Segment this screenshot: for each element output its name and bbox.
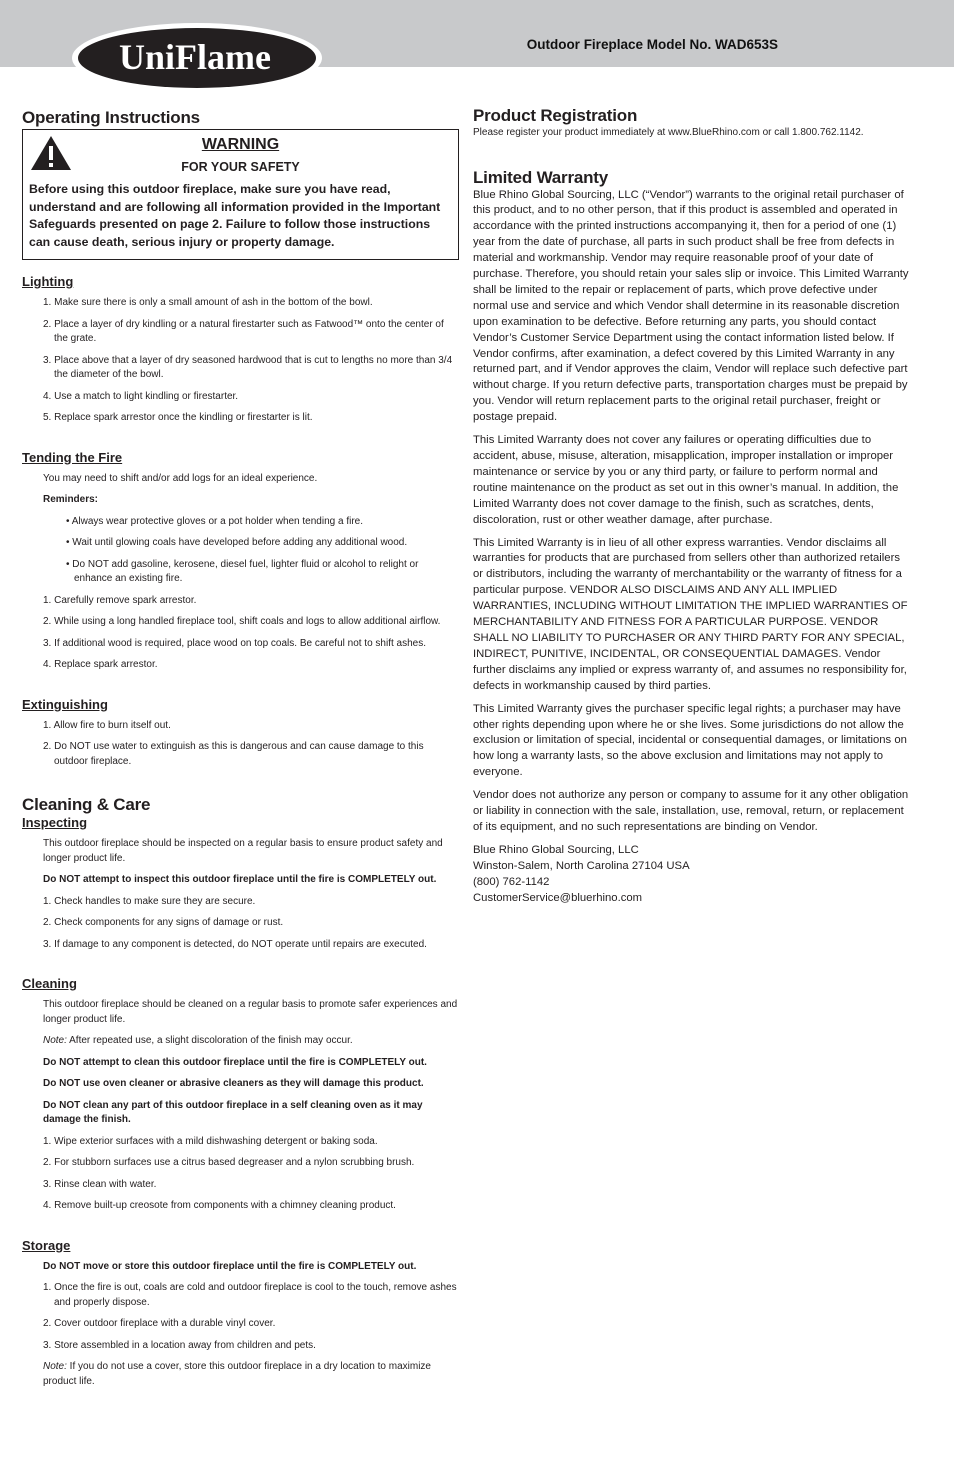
list-item: • Wait until glowing coals have developed before adding any additional wood. [66,537,408,548]
list-item: 1. Carefully remove spark arrestor. [43,594,197,606]
warranty-paragraph: Vendor does not authorize any person or company to assume for it any other obligation or liability in connection with the sale, installation, use, removal, return, or replacement of its equipment, and no such representations are binding on Vendor. [473,789,909,833]
list-item: 5. Replace spark arrestor once the kindling or firestarter is lit. [43,412,313,423]
warning-text: Before using this outdoor fireplace, make sure you have read, understand and are following all information provided in the Important Safeguards presented on page 2. Failure to follow those instructions can cause death, serious injury or property damage. [29,182,441,249]
list-item: 2. Check components for any signs of damage or rust. [43,917,284,928]
list-item: 2. Cover outdoor fireplace with a durable vinyl cover. [43,1318,276,1329]
extinguishing-title: Extinguishing [22,696,108,712]
list-item: 2. For stubborn surfaces use a citrus based degreaser and a nylon scrubbing brush. [43,1157,415,1168]
cleaning-intro: This outdoor fireplace should be cleaned on a regular basis to promote safer experiences and longer product life. [43,999,458,1025]
reminders-list [22,515,459,587]
tending-title: Tending the Fire [22,449,123,465]
storage-note: Note: If you do not use a cover, store this outdoor fireplace in a dry location to maximize product life. [43,1361,431,1387]
list-item: 4. Use a match to light kindling or firestarter. [43,390,239,402]
cleaning-steps [22,1135,459,1214]
logo-text: UniFlame [119,37,271,77]
list-item: 3. If additional wood is required, place wood on top coals. Be careful not to shift ashes. [43,637,427,649]
list-item: 3. Rinse clean with water. [43,1178,157,1190]
list-item: 4. Remove built-up creosote from components with a chimney cleaning product. [43,1200,396,1211]
list-item: 1. Allow fire to burn itself out. [43,719,171,731]
list-item: 3. If damage to any component is detected, do NOT operate until repairs are executed. [43,938,427,950]
list-item: 3. Place above that a layer of dry seasoned hardwood that is cut to lengths no more than 3/4 the diameter of the bowl. [43,354,453,380]
warranty-paragraph: Blue Rhino Global Sourcing, LLC (“Vendor”) warrants to the original retail purchaser of this product, and to no other person, that if this product is assembled and operated in accordance with the printed instructions accompanying it, then for a period of one (1) year from the date of purchase, all parts in such product shall be free from defects in material and workmanship. Vendor may require reasonable proof of your date of purchase. Therefore, you should retain your sales slip or invoice. This Limited Warranty shall be limited to the repair or replacement of parts, which prove defective under normal use and service and which Vendor shall determine in its reasonable discretion upon examination to be defective. Before returning any parts, you should contact Vendor’s Customer Service Department using the contact information listed below. If Vendor confirms, after examination, a defect covered by this Limited Warranty in any returned part, and if Vendor approves the claim, Vendor will replace such defective part without charge. If you return defective parts, transportation charges must be prepaid by you. Vendor will return replacement parts to the original retail purchaser, freight or postage prepaid. [473,188,909,424]
list-item: 1. Make sure there is only a small amount of ash in the bottom of the bowl. [43,297,373,308]
list-item: • Always wear protective gloves or a pot holder when tending a fire. [66,515,363,527]
operating-title: Operating Instructions [22,108,200,127]
cleaning-warning: Do NOT attempt to clean this outdoor fireplace until the fire is COMPLETELY out. [43,1056,427,1068]
storage-steps [22,1281,459,1353]
inspecting-title: Inspecting [22,815,88,830]
model-number: Outdoor Fireplace Model No. WAD653S [526,37,778,52]
cleaning-warning: Do NOT clean any part of this outdoor fireplace in a self cleaning oven as it may damage the finish. [43,1099,423,1125]
tending-steps [22,594,459,673]
storage-warning: Do NOT move or store this outdoor fireplace until the fire is COMPLETELY out. [43,1260,417,1272]
extinguishing-steps [22,719,459,770]
list-item: 2. Place a layer of dry kindling or a natural firestarter such as Fatwood™ onto the center of the grate. [43,318,444,344]
reminders-label: Reminders: [43,494,99,505]
address-line: Winston-Salem, North Carolina 27104 USA [473,859,690,872]
warranty-paragraph: This Limited Warranty is in lieu of all other express warranties. Vendor disclaims all warranties for products that are purchased from sellers other than authorized retailers or distributors, including the warranty of merchantability or the warranty of fitness for a particular purpose. VENDOR ALSO DISCLAIMS AND ANY ALL IMPLIED WARRANTIES, INCLUDING WITHOUT LIMITATION THE IMPLIED WARRANTIES OF MERCHANTABILITY AND FITNESS FOR A PARTICULAR PURPOSE. VENDOR SHALL NO LIABILITY TO PURCHASER OR ANY THIRD PARTY FOR ANY SPECIAL, INDIRECT, PUNITIVE, INCIDENTAL, OR CONSEQUENTIAL DAMAGES. Vendor further disclaims any implied or express warranty of, and assumes no responsibility for, defects in workmanship caused by third parties. [473,536,908,692]
warranty-paragraph: This Limited Warranty gives the purchaser specific legal rights; a purchaser may have other rights depending upon where he or she lives. Some jurisdictions do not allow the exclusion or limitation of special, incidental or consequential damages, or limitations on how long a warranty lasts, so the above exclusion and limitations may not apply to everyone. [473,702,907,779]
address-line: (800) 762-1142 [473,875,550,888]
list-item: 4. Replace spark arrestor. [43,659,158,670]
inspecting-intro: This outdoor fireplace should be inspected on a regular basis to ensure product safety and longer product life. [43,838,443,864]
storage-title: Storage [22,1237,71,1253]
warranty-title: Limited Warranty [473,167,609,187]
cleaning-title: Cleaning [22,976,77,991]
warning-title: WARNING [201,136,280,153]
list-item: 1. Once the fire is out, coals are cold and outdoor fireplace is cool to the touch, remove ashes and properly dispose. [43,1282,457,1308]
warning-box [22,129,459,260]
registration-title: Product Registration [473,106,638,125]
address-line: Blue Rhino Global Sourcing, LLC [473,843,639,856]
list-item: 3. Store assembled in a location away from children and pets. [43,1339,316,1351]
inspecting-warning: Do NOT attempt to inspect this outdoor fireplace until the fire is COMPLETELY out. [43,874,437,885]
lighting-steps [22,296,459,426]
warranty-paragraph: This Limited Warranty does not cover any failures or operating difficulties due to accident, abuse, misuse, alteration, misapplication, improper installation or improper maintenance or service by you or any third party, or failure to perform normal and routine maintenance on the product as set out in this owner’s manual. In addition, the Limited Warranty does not cover damage to the finish, such as scratches, dents, discoloration, rust or other weather damage, after purchase. [473,434,899,526]
list-item: 1. Check handles to make sure they are secure. [43,895,256,907]
uniflame-logo [71,22,323,94]
contact-email: CustomerService@bluerhino.com [473,891,643,904]
list-item: 2. While using a long handled fireplace tool, shift coals and logs to allow additional airflow. [43,616,441,627]
right-column [473,106,913,906]
cleaning-note: Note: After repeated use, a slight discoloration of the finish may occur. [43,1035,353,1046]
cleaning-care-title: Cleaning & Care [22,795,151,814]
list-item: • Do NOT add gasoline, kerosene, diesel fuel, lighter fluid or alcohol to relight or enhance an existing fire. [66,558,419,584]
tending-intro: You may need to shift and/or add logs for an ideal experience. [43,472,318,484]
list-item: 2. Do NOT use water to extinguish as this is dangerous and can cause damage to this outdoor fireplace. [43,741,424,767]
lighting-title: Lighting [22,274,74,289]
registration-text: Please register your product immediately at www.BlueRhino.com or call 1.800.762.1142. [473,127,864,138]
warning-subtitle: FOR YOUR SAFETY [181,160,300,174]
vendor-address [473,843,913,907]
list-item: 1. Wipe exterior surfaces with a mild dishwashing detergent or baking soda. [43,1135,378,1147]
cleaning-warning: Do NOT use oven cleaner or abrasive cleaners as they will damage this product. [43,1078,424,1089]
inspecting-steps [22,895,459,953]
left-column [22,108,459,1389]
warning-triangle-icon [29,134,73,172]
